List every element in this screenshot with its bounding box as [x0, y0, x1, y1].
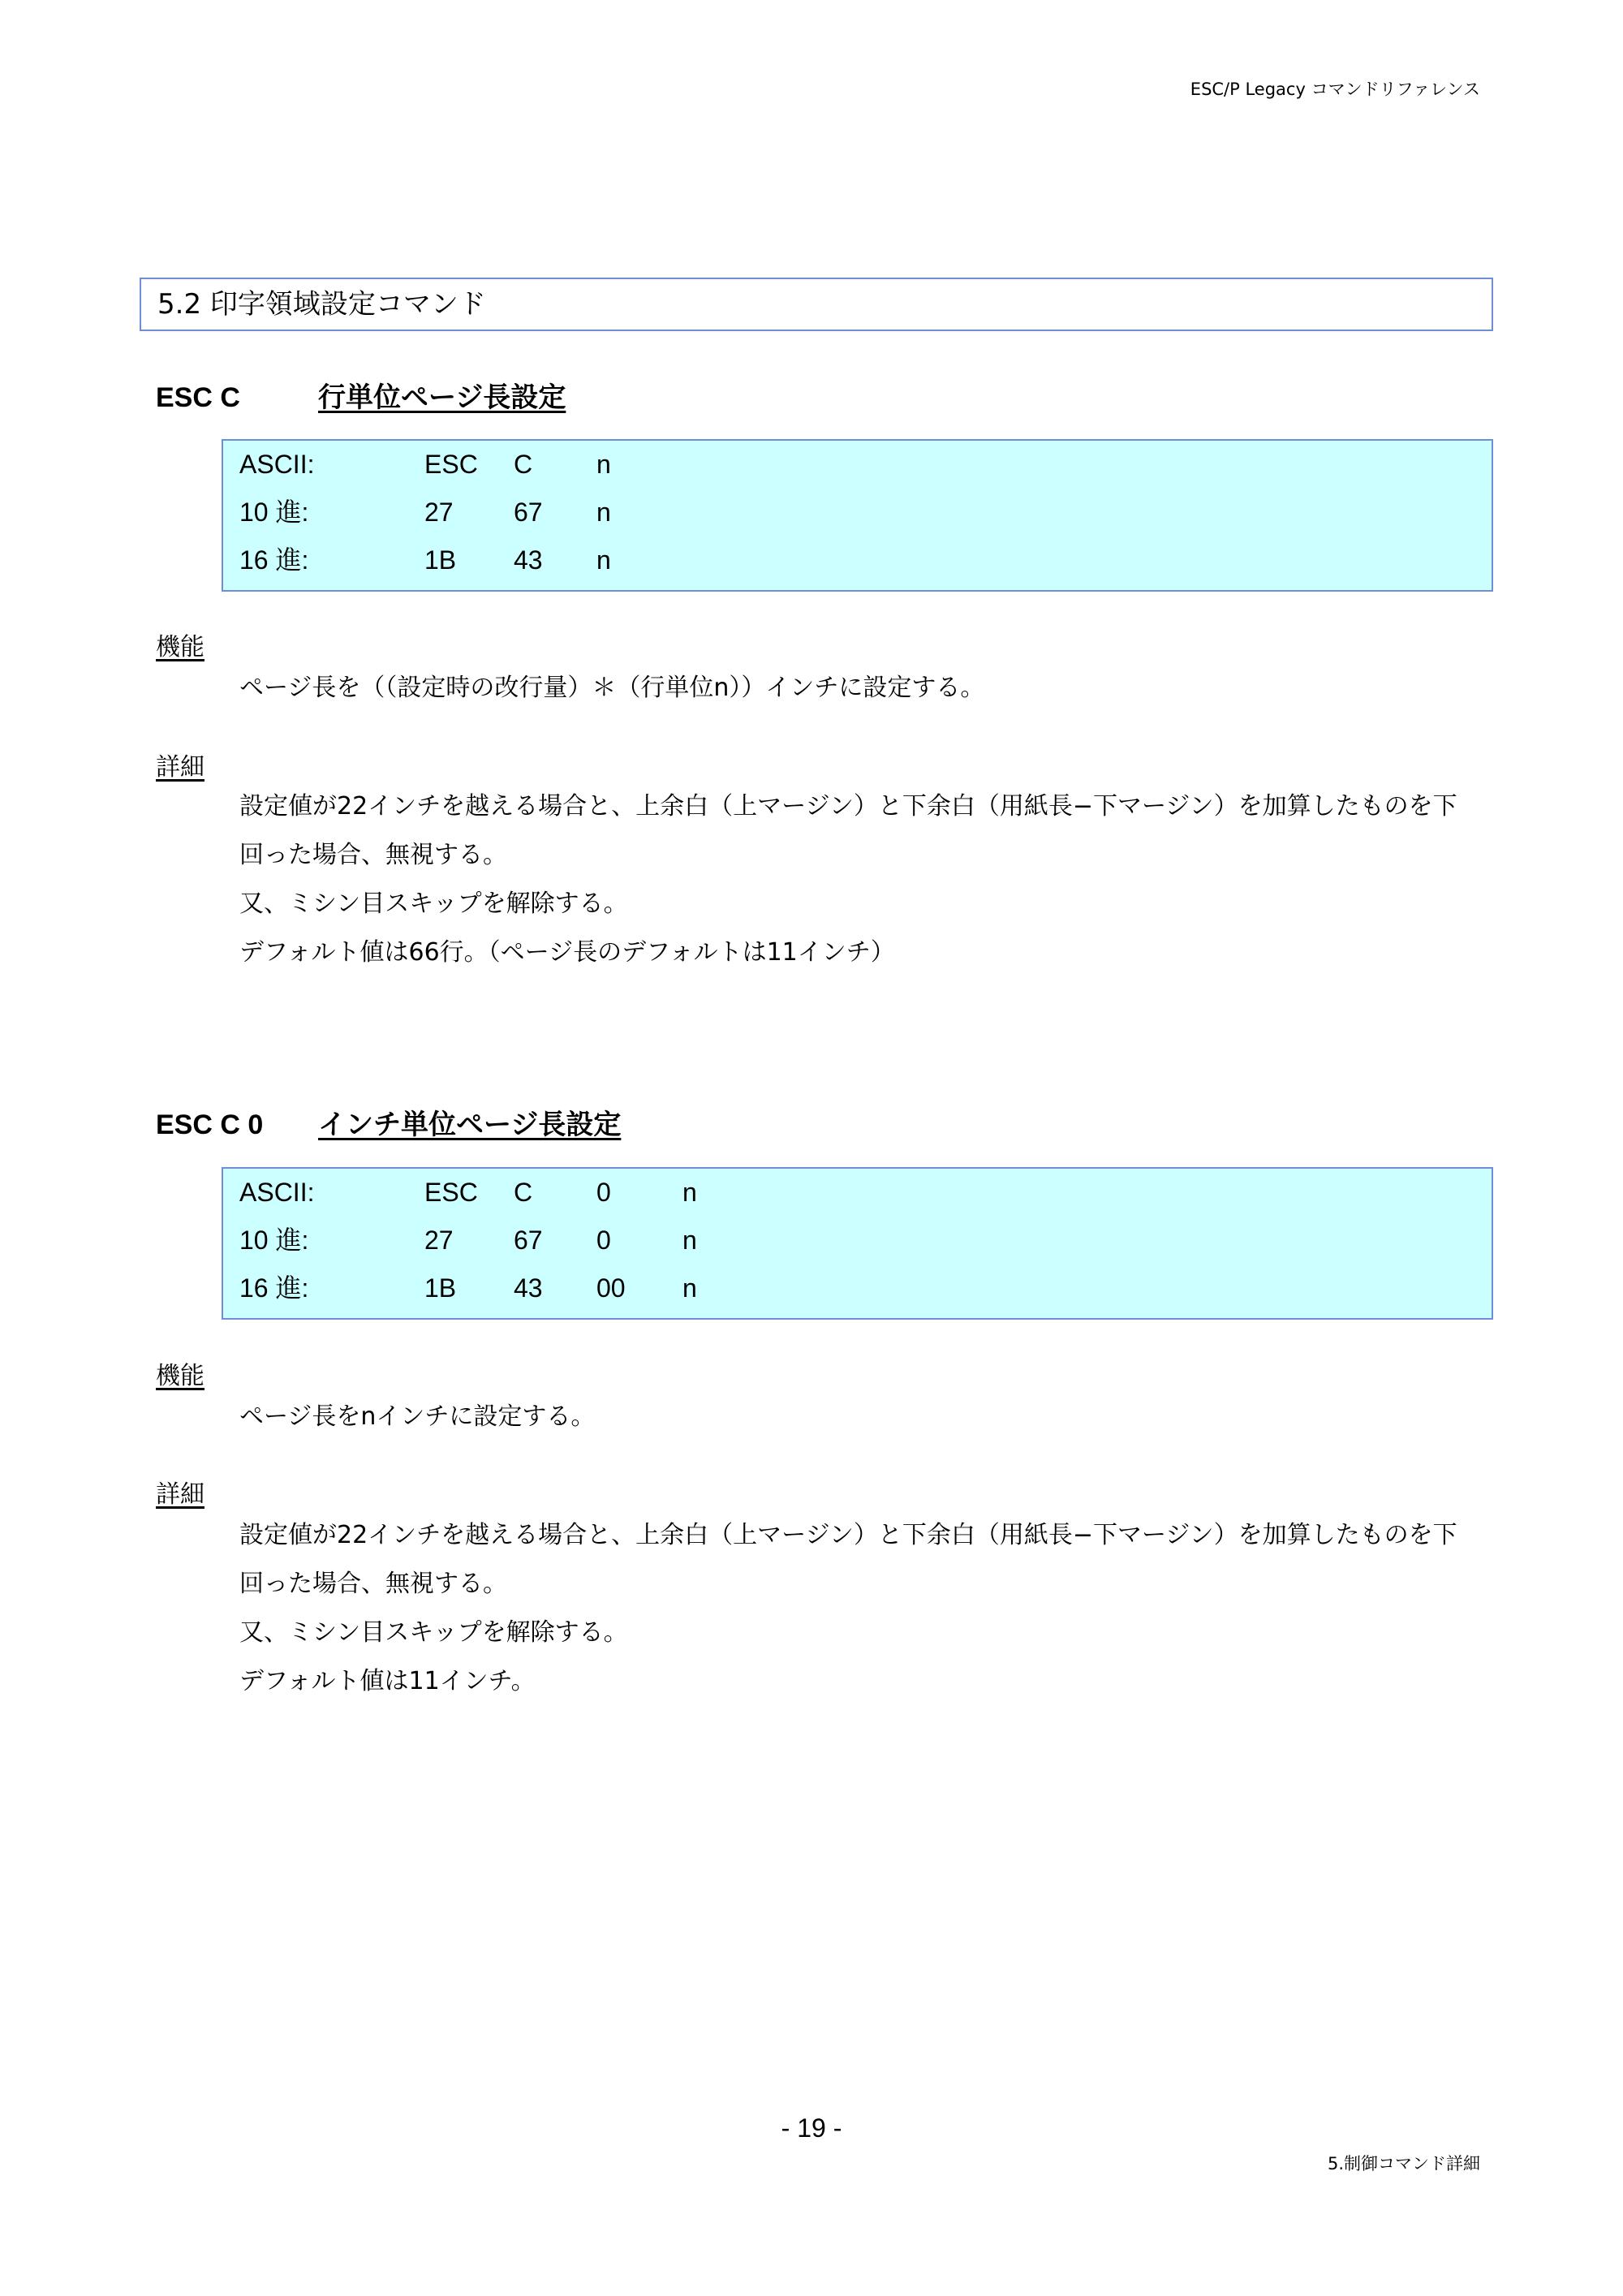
- section-title: 5.2 印字領域設定コマンド: [140, 278, 1493, 331]
- detail-label: 詳細: [156, 753, 204, 782]
- page-number: - 19 -: [781, 2113, 842, 2143]
- syntax-cell: C: [514, 1178, 533, 1207]
- syntax-cell: 16 進:: [239, 1273, 309, 1303]
- syntax-cell: 16 進:: [239, 545, 309, 575]
- command-code: ESC C: [156, 382, 240, 413]
- detail-line: 設定値が22インチを越える場合と、上余白（上マージン）と下余白（用紙長−下マージン）を加算したものを下: [239, 792, 1457, 821]
- function-label: 機能: [156, 633, 204, 661]
- syntax-cell: 00: [596, 1273, 626, 1303]
- detail-label: 詳細: [156, 1480, 204, 1509]
- command-syntax-box: [222, 1167, 1493, 1320]
- syntax-cell: ASCII:: [239, 450, 315, 479]
- detail-line: 回った場合、無視する。: [239, 1570, 507, 1598]
- syntax-cell: n: [596, 450, 611, 479]
- syntax-cell: 67: [514, 1226, 543, 1255]
- syntax-cell: n: [682, 1226, 697, 1255]
- syntax-cell: 0: [596, 1178, 611, 1207]
- syntax-cell: 43: [514, 545, 543, 575]
- syntax-cell: 10 進:: [239, 498, 309, 527]
- function-text: ページ長をnインチに設定する。: [239, 1402, 596, 1431]
- detail-line: デフォルト値は11インチ。: [239, 1667, 536, 1695]
- syntax-cell: ESC: [424, 450, 478, 479]
- syntax-cell: 1B: [424, 545, 457, 575]
- function-text: ページ長を（（設定時の改行量）＊（行単位n））インチに設定する。: [239, 674, 985, 702]
- syntax-cell: n: [682, 1273, 697, 1303]
- syntax-cell: 0: [596, 1226, 611, 1255]
- syntax-cell: 43: [514, 1273, 543, 1303]
- page-header: ESC/P Legacy コマンドリファレンス: [1190, 80, 1480, 99]
- detail-line: 又、ミシン目スキップを解除する。: [239, 890, 628, 918]
- syntax-cell: 10 進:: [239, 1226, 309, 1255]
- command-name: 行単位ページ長設定: [318, 381, 566, 414]
- syntax-cell: 27: [424, 498, 454, 527]
- command-name: インチ単位ページ長設定: [318, 1109, 622, 1141]
- syntax-cell: n: [596, 498, 611, 527]
- function-label: 機能: [156, 1362, 204, 1390]
- detail-line: 又、ミシン目スキップを解除する。: [239, 1618, 628, 1647]
- syntax-cell: n: [596, 545, 611, 575]
- command-syntax-box: [222, 439, 1493, 592]
- syntax-cell: 1B: [424, 1273, 457, 1303]
- page-footer: 5.制御コマンド詳細: [1327, 2154, 1480, 2173]
- syntax-cell: 67: [514, 498, 543, 527]
- detail-line: デフォルト値は66行。（ページ長のデフォルトは11インチ）: [239, 938, 895, 967]
- detail-line: 設定値が22インチを越える場合と、上余白（上マージン）と下余白（用紙長−下マージン）を加算したものを下: [239, 1521, 1457, 1549]
- command-heading: [156, 375, 566, 415]
- syntax-cell: C: [514, 450, 533, 479]
- syntax-cell: 27: [424, 1226, 454, 1255]
- detail-line: 回った場合、無視する。: [239, 841, 507, 869]
- syntax-cell: ESC: [424, 1178, 478, 1207]
- command-code: ESC C 0: [156, 1109, 264, 1140]
- syntax-cell: n: [682, 1178, 697, 1207]
- syntax-cell: ASCII:: [239, 1178, 315, 1207]
- command-heading: [156, 1102, 621, 1142]
